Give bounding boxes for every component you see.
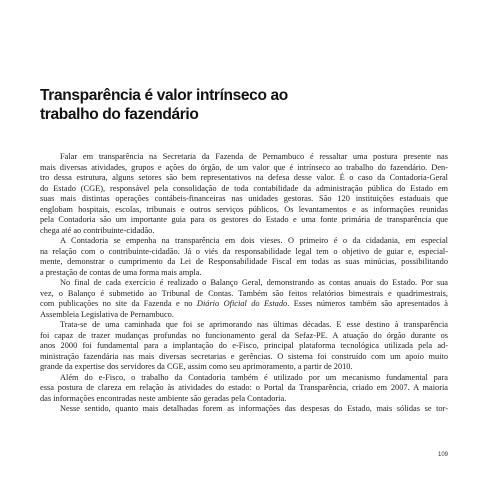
text-line: englobam hospitais, escolas, tribunais e outros serviços públicos. Os levantamentos e as informações reunidas xyxy=(40,204,448,214)
text-line: na relação com o contribuinte-cidadão. Já o viés da responsabilidade legal tem o objetivo de guiar e, especial- xyxy=(40,246,448,256)
text-line: No final de cada exercício é realizado o Balanço Geral, demonstrando as contas anuais do Estado. Por sua xyxy=(60,278,448,287)
text-line: com publicações no site da Fazenda e no Diário Oficial do Estado. Esses números também são apresentados à xyxy=(40,299,448,308)
text-line: ministração fazendária nas mais diversas secretarias e gerências. O sistema foi construído com um apoio muito xyxy=(40,351,448,361)
text-line: foi capaz de trazer mudanças profundas no funcionamento geral da Sefaz-PE. A atuação do órgão durante os xyxy=(40,330,448,340)
text-line: Assembleia Legislativa de Pernambuco. xyxy=(40,309,174,319)
text-line: Nesse sentido, quanto mais detalhadas forem as informações das despesas do Estado, mais sólidas se tor- xyxy=(60,404,448,413)
article-body xyxy=(40,152,448,415)
text-line: vez, o Balanço é submetido ao Tribunal de Contas. Também são feitos relatórios bimestrais e quadrimestrais, xyxy=(40,288,448,298)
text-line: das informações encontradas neste ambiente são geradas pela Contadoria. xyxy=(40,393,287,403)
article-title xyxy=(40,86,370,124)
paragraph-6 xyxy=(40,404,448,415)
text-line: Falar em transparência na Secretaria da Fazenda de Pernambuco é ressaltar uma postura presente nas xyxy=(60,152,448,161)
text-line: Trata-se de uma caminhada que foi se aprimorando nas últimas décadas. E esse destino à transparência xyxy=(60,320,448,329)
paragraph-1 xyxy=(40,152,448,236)
text-line: A Contadoria se empenha na transparência em dois vieses. O primeiro é o da cidadania, em especial xyxy=(60,236,448,245)
text-line: Além do e-Fisco, o trabalho da Contadoria também é utilizado por um mecanismo fundamental para xyxy=(60,372,448,382)
text-line: pela Contadoria são um importante guia para os gestores do Estado e uma fonte primária de transparência que xyxy=(40,215,448,224)
text-line: do Estado (CGE), responsável pela consolidação de toda contabilidade da administração pública do Estado em xyxy=(40,183,448,193)
text-line: tro dessa estrutura, alguns setores são bem representativos na defesa desse valor. É o caso da Contadoria-Geral xyxy=(40,173,448,182)
text-line: chega até ao contribuinte-cidadão. xyxy=(40,225,155,235)
text-line: grande da expertise dos servidores da CGE, assim como seu aprimoramento, a partir de 2010. xyxy=(40,362,353,371)
publication-name: Diário Oficial do Estado xyxy=(196,299,288,308)
paragraph-2 xyxy=(40,236,448,278)
paragraph-4 xyxy=(40,320,448,373)
text-line: a prestação de contas de uma forma mais ampla. xyxy=(40,267,202,277)
paragraph-5 xyxy=(40,373,448,405)
paragraph-3 xyxy=(40,278,448,320)
text-line: mais diversas atividades, grupos e ações do órgão, de um valor que é intrínseco ao trabalho do fazendário. Den- xyxy=(40,162,448,172)
title-line: trabalho do fazendário xyxy=(40,106,199,123)
text-line: suas mais distintas operações contábeis-financeiras nas unidades gestoras. São 120 instituições estaduais que xyxy=(40,194,448,203)
text-line: mente, demonstrar o cumprimento da Lei de Responsabilidade Fiscal em todas as suas minúcias, possibilitando xyxy=(40,257,448,266)
text-line: essa postura de clareza em relação às atividades do estado: o Portal da Transparência, criado em 2007. A maioria xyxy=(40,383,448,392)
text-line: anos 2000 foi fundamental para a implantação do e-Fisco, principal plataforma tecnológica utilizada pela ad- xyxy=(40,341,448,350)
title-line: Transparência é valor intrínseco ao xyxy=(40,87,288,104)
page-number: 109 xyxy=(437,452,448,458)
